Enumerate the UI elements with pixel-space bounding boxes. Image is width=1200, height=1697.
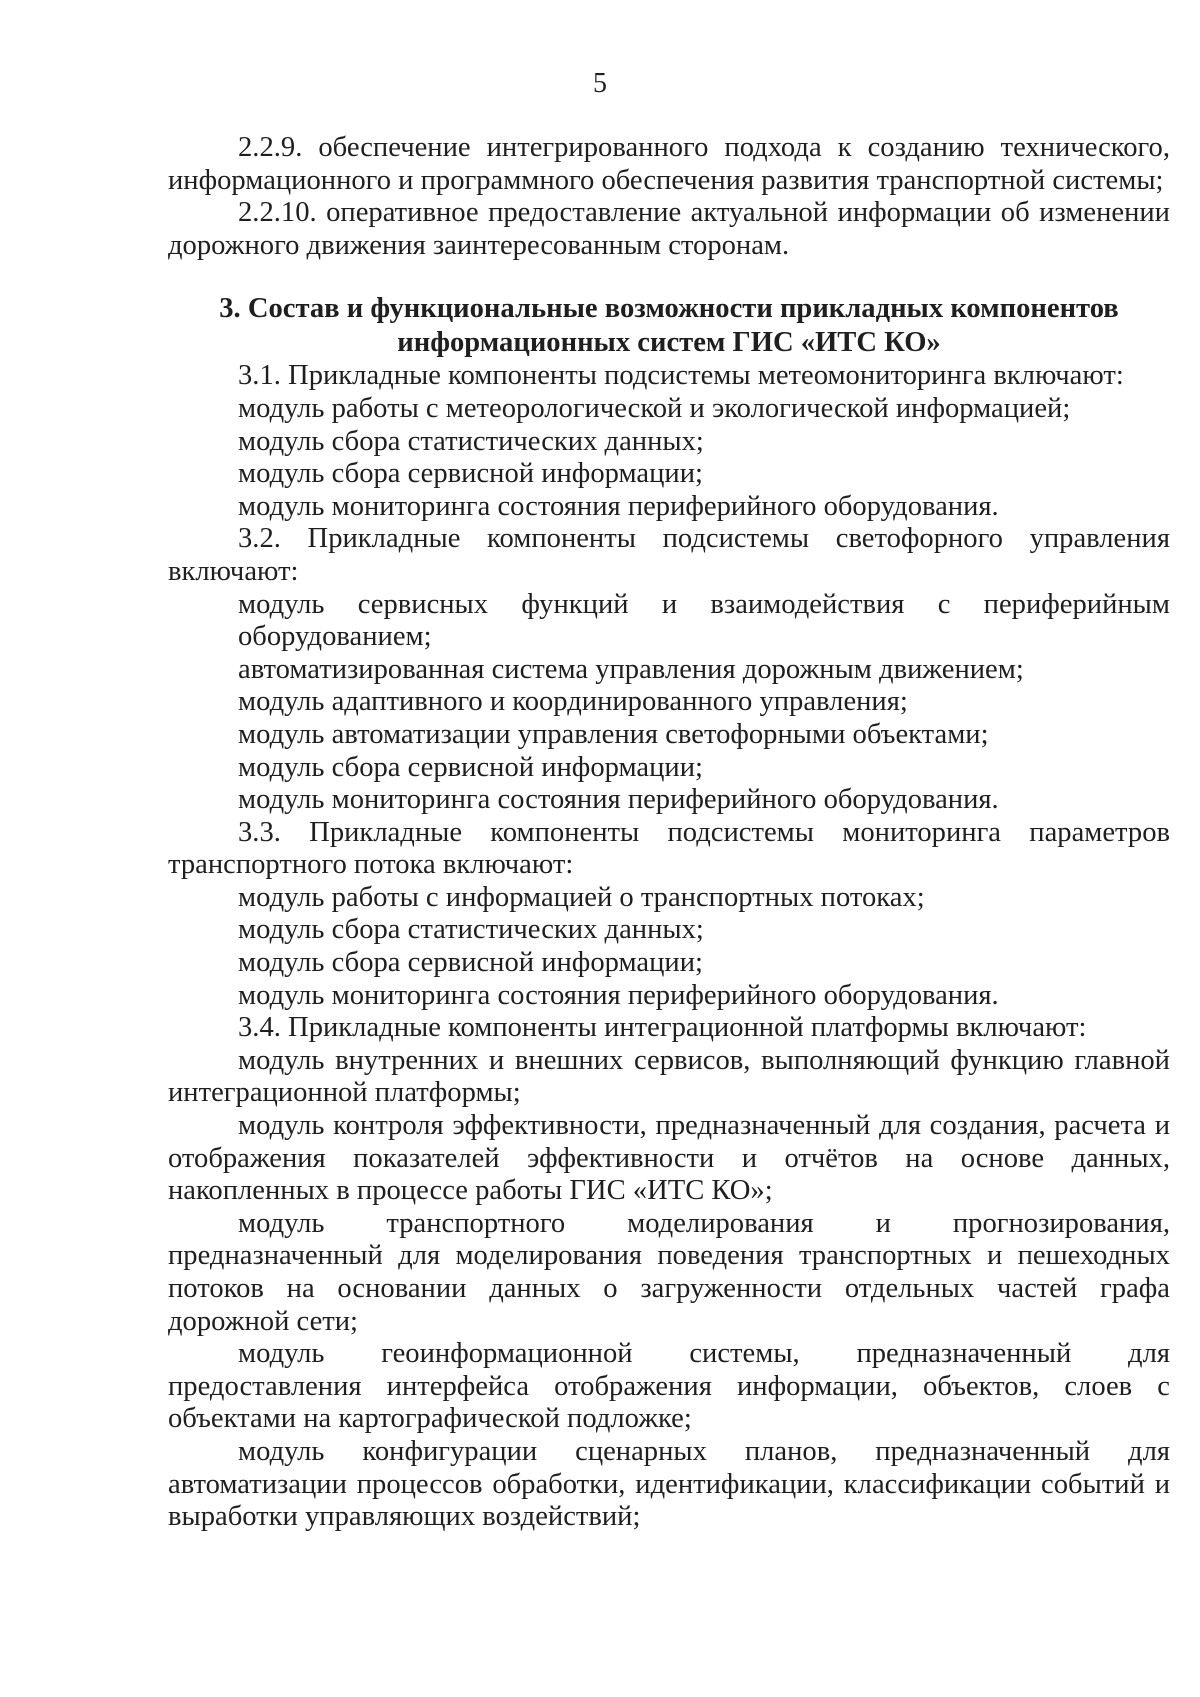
paragraph-3-2-intro: 3.2. Прикладные компоненты подсистемы светофорного управления включают: (168, 523, 1170, 587)
list-item: модуль сбора сервисной информации; (238, 458, 703, 490)
list-item: модуль сервисных функций и взаимодействия с периферийным оборудованием; (238, 588, 1170, 653)
list-item: модуль контроля эффективности, предназначенный для создания, расчета и отображения показателей эффективности и отчётов на основе данных, накопленных в процессе работы ГИС «ИТС КО»; (168, 1110, 1170, 1207)
page-number: 5 (593, 68, 607, 99)
list-item: модуль сбора сервисной информации; (238, 751, 703, 783)
paragraph-3-1-intro: 3.1. Прикладные компоненты подсистемы метеомониторинга включают: (238, 360, 1124, 392)
paragraph-3-4-intro: 3.4. Прикладные компоненты интеграционной платформы включают: (238, 1012, 1087, 1044)
heading-line-2: информационных систем ГИС «ИТС КО» (397, 327, 941, 359)
list-item: автоматизированная система управления дорожным движением; (238, 653, 1024, 685)
list-item: модуль мониторинга состояния периферийного оборудования. (238, 979, 999, 1011)
list-item: модуль сбора сервисной информации; (238, 947, 703, 979)
list-item: модуль внутренних и внешних сервисов, выполняющий функцию главной интеграционной платформы; (168, 1044, 1170, 1109)
paragraph-2-2-9: 2.2.9. обеспечение интегрированного подхода к созданию технического, информационного и программного обеспечения развития транспортной системы; (168, 132, 1170, 196)
list-item: модуль мониторинга состояния периферийного оборудования. (238, 490, 999, 522)
paragraph-2-2-10: 2.2.10. оперативное предоставление актуальной информации об изменении дорожного движения заинтересованным сторонам. (168, 197, 1170, 261)
document-body (168, 132, 1170, 1534)
list-item: модуль мониторинга состояния периферийного оборудования. (238, 784, 999, 816)
list-item: модуль адаптивного и координированного управления; (238, 686, 908, 718)
section-3-heading (168, 292, 1170, 360)
list-item: модуль конфигурации сценарных планов, предназначенный для автоматизации процессов обработки, идентификации, классификации событий и выработки управляющих воздействий; (168, 1435, 1170, 1533)
list-item: модуль работы с метеорологической и экологической информацией; (238, 392, 1071, 424)
heading-line-1: 3. Состав и функциональные возможности прикладных компонентов (219, 293, 1119, 325)
list-item: модуль геоинформационной системы, предназначенный для предоставления интерфейса отображения информации, объектов, слоев с объектами на картографической подложке; (168, 1338, 1170, 1435)
paragraph-3-3-intro: 3.3. Прикладные компоненты подсистемы мониторинга параметров транспортного потока включают: (168, 816, 1170, 881)
list-item: модуль работы с информацией о транспортных потоках; (238, 881, 925, 913)
list-item: модуль транспортного моделирования и прогнозирования, предназначенный для моделирования поведения транспортных и пешеходных потоков на основании данных о загруженности отдельных частей графа дорожной сети; (168, 1207, 1170, 1337)
list-item: модуль сбора статистических данных; (238, 914, 704, 946)
list-item: модуль автоматизации управления светофорными объектами; (238, 718, 989, 750)
list-item: модуль сбора статистических данных; (238, 425, 704, 457)
